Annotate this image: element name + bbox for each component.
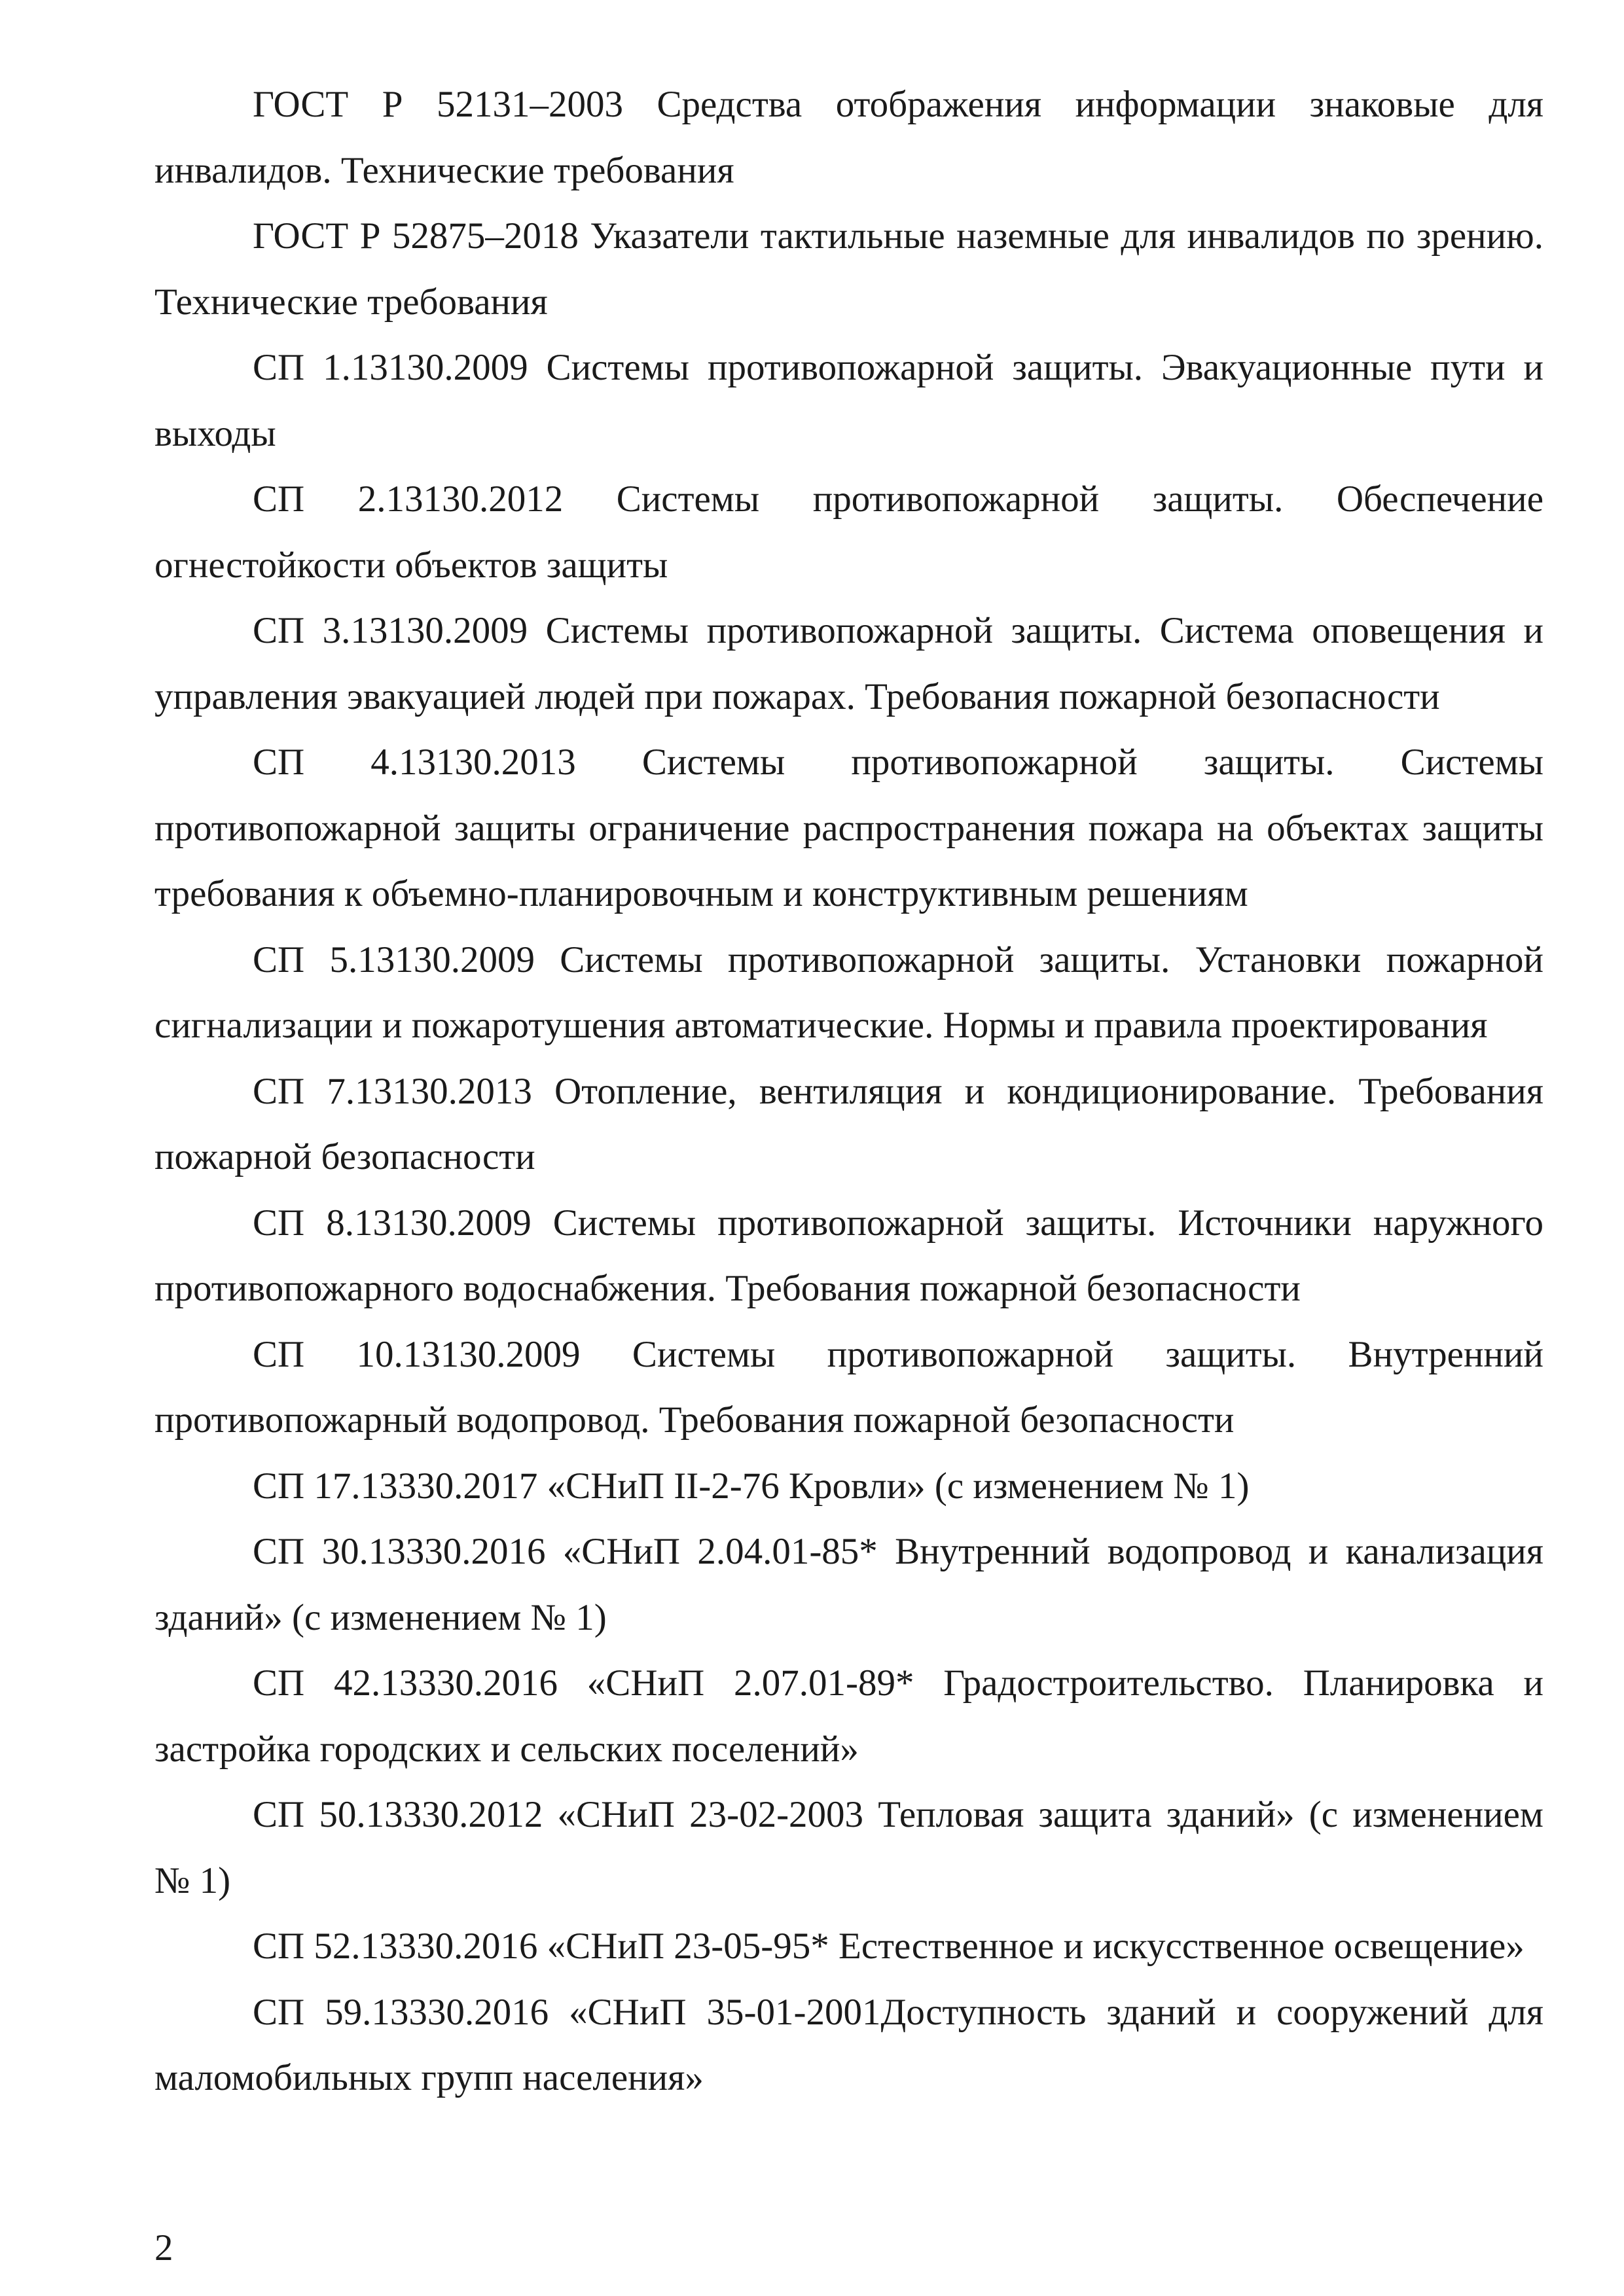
reference-entry: СП 10.13130.2009 Системы противопожарной защиты. Внутренний противопожарный водопровод. Требования пожарной безопасности — [154, 1333, 1543, 1441]
reference-entry: СП 52.13330.2016 «СНиП 23-05-95* Естественное и искусственное освещение» — [253, 1926, 1525, 1967]
reference-entry: СП 5.13130.2009 Системы противопожарной защиты. Установки пожарной сигнализации и пожаротушения автоматические. Нормы и правила проектирования — [154, 939, 1543, 1046]
reference-entry: СП 59.13330.2016 «СНиП 35-01-2001Доступность зданий и сооружений для маломобильных групп населения» — [154, 1991, 1543, 2098]
reference-entry: СП 50.13330.2012 «СНиП 23-02-2003 Тепловая защита зданий» (с изменением № 1) — [154, 1794, 1543, 1901]
reference-entry: СП 30.13330.2016 «СНиП 2.04.01-85* Внутренний водопровод и канализация зданий» (с изменением № 1) — [154, 1531, 1543, 1638]
reference-entry: СП 4.13130.2013 Системы противопожарной защиты. Системы противопожарной защиты ограничение распространения пожара на объектах защиты требования к объемно-планировочным и конструктивным решениям — [154, 742, 1543, 914]
reference-entry: СП 1.13130.2009 Системы противопожарной защиты. Эвакуационные пути и выходы — [154, 347, 1543, 454]
reference-entry: ГОСТ Р 52875–2018 Указатели тактильные наземные для инвалидов по зрению. Технические требования — [154, 215, 1543, 323]
reference-entry: СП 42.13330.2016 «СНиП 2.07.01-89* Градостроительство. Планировка и застройка городских и сельских поселений» — [154, 1662, 1543, 1770]
reference-entry: ГОСТ Р 52131–2003 Средства отображения информации знаковые для инвалидов. Технические требования — [154, 84, 1543, 191]
reference-entry: СП 8.13130.2009 Системы противопожарной защиты. Источники наружного противопожарного водоснабжения. Требования пожарной безопасности — [154, 1202, 1543, 1309]
reference-entry: СП 2.13130.2012 Системы противопожарной защиты. Обеспечение огнестойкости объектов защиты — [154, 478, 1543, 586]
page-number: 2 — [154, 2227, 173, 2269]
reference-entry: СП 17.13330.2017 «СНиП II-2-76 Кровли» (с изменением № 1) — [253, 1465, 1250, 1507]
reference-entry: СП 3.13130.2009 Системы противопожарной защиты. Система оповещения и управления эвакуацией людей при пожарах. Требования пожарной безопасности — [154, 610, 1543, 717]
reference-list — [154, 72, 1543, 2111]
reference-entry: СП 7.13130.2013 Отопление, вентиляция и кондиционирование. Требования пожарной безопасности — [154, 1070, 1543, 1177]
